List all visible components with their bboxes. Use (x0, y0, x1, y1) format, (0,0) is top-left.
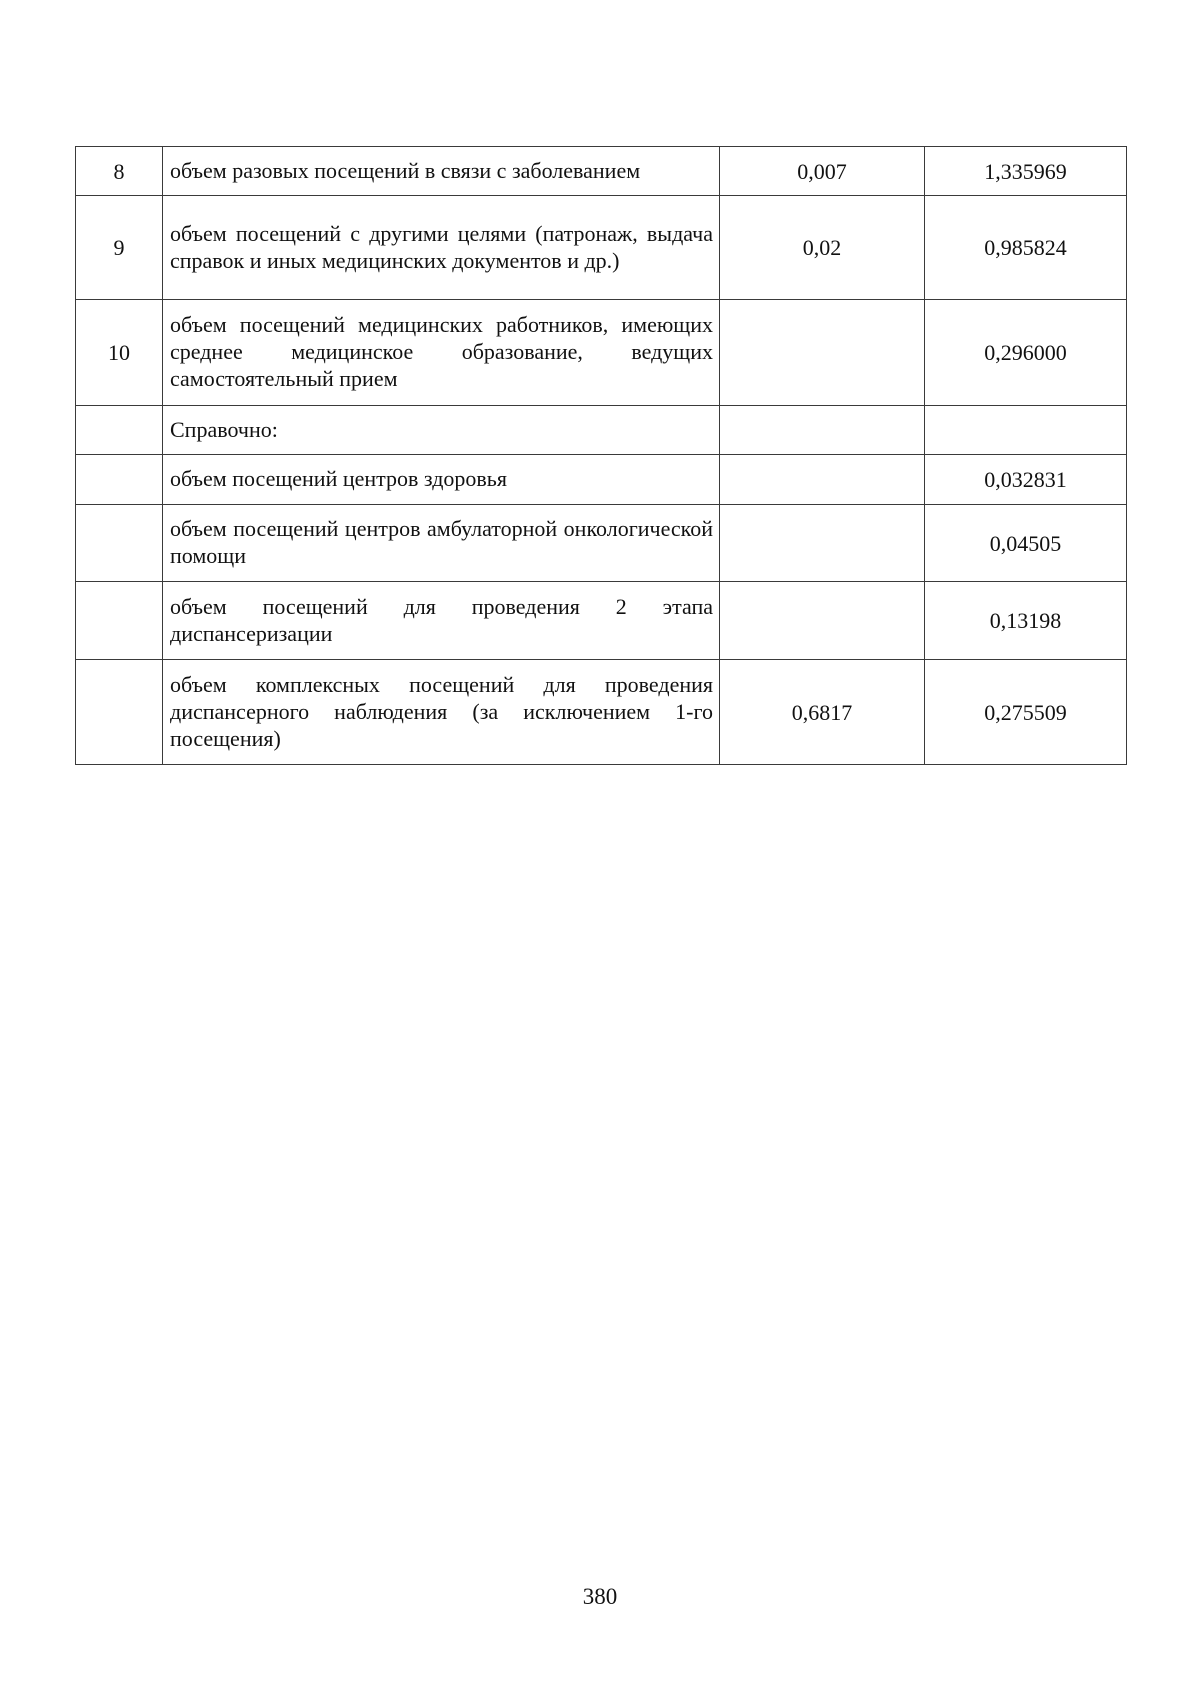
row-description: Справочно: (163, 406, 720, 455)
table-row (76, 505, 1127, 582)
table-row (76, 455, 1127, 505)
row-number: 8 (76, 147, 163, 196)
row-number (76, 582, 163, 660)
row-value-2: 0,275509 (925, 660, 1127, 765)
row-value-1 (720, 505, 925, 582)
table-row (76, 406, 1127, 455)
row-value-1: 0,6817 (720, 660, 925, 765)
row-value-2: 0,032831 (925, 455, 1127, 505)
table-row (76, 300, 1127, 406)
table-row (76, 582, 1127, 660)
data-table (75, 146, 1127, 765)
row-value-1 (720, 582, 925, 660)
row-number: 9 (76, 196, 163, 300)
row-number (76, 505, 163, 582)
row-value-1 (720, 455, 925, 505)
row-value-1 (720, 406, 925, 455)
row-value-2 (925, 406, 1127, 455)
row-value-2: 1,335969 (925, 147, 1127, 196)
page-number: 380 (582, 1584, 618, 1609)
row-description: объем разовых посещений в связи с заболеванием (163, 147, 720, 196)
row-description: объем посещений медицинских работников, имеющих среднее медицинское образование, ведущих самостоятельный прием (163, 300, 720, 406)
row-value-1: 0,02 (720, 196, 925, 300)
row-value-1: 0,007 (720, 147, 925, 196)
row-value-2: 0,13198 (925, 582, 1127, 660)
row-number (76, 660, 163, 765)
row-value-2: 0,296000 (925, 300, 1127, 406)
row-number: 10 (76, 300, 163, 406)
row-value-2: 0,985824 (925, 196, 1127, 300)
row-description: объем посещений центров здоровья (163, 455, 720, 505)
row-description: объем посещений с другими целями (патронаж, выдача справок и иных медицинских документов и др.) (163, 196, 720, 300)
row-value-1 (720, 300, 925, 406)
row-number (76, 455, 163, 505)
table-row (76, 196, 1127, 300)
row-description: объем комплексных посещений для проведения диспансерного наблюдения (за исключением 1-го посещения) (163, 660, 720, 765)
row-value-2: 0,04505 (925, 505, 1127, 582)
table-row (76, 660, 1127, 765)
row-number (76, 406, 163, 455)
table-row (76, 147, 1127, 196)
row-description: объем посещений центров амбулаторной онкологической помощи (163, 505, 720, 582)
row-description: объем посещений для проведения 2 этапа диспансеризации (163, 582, 720, 660)
